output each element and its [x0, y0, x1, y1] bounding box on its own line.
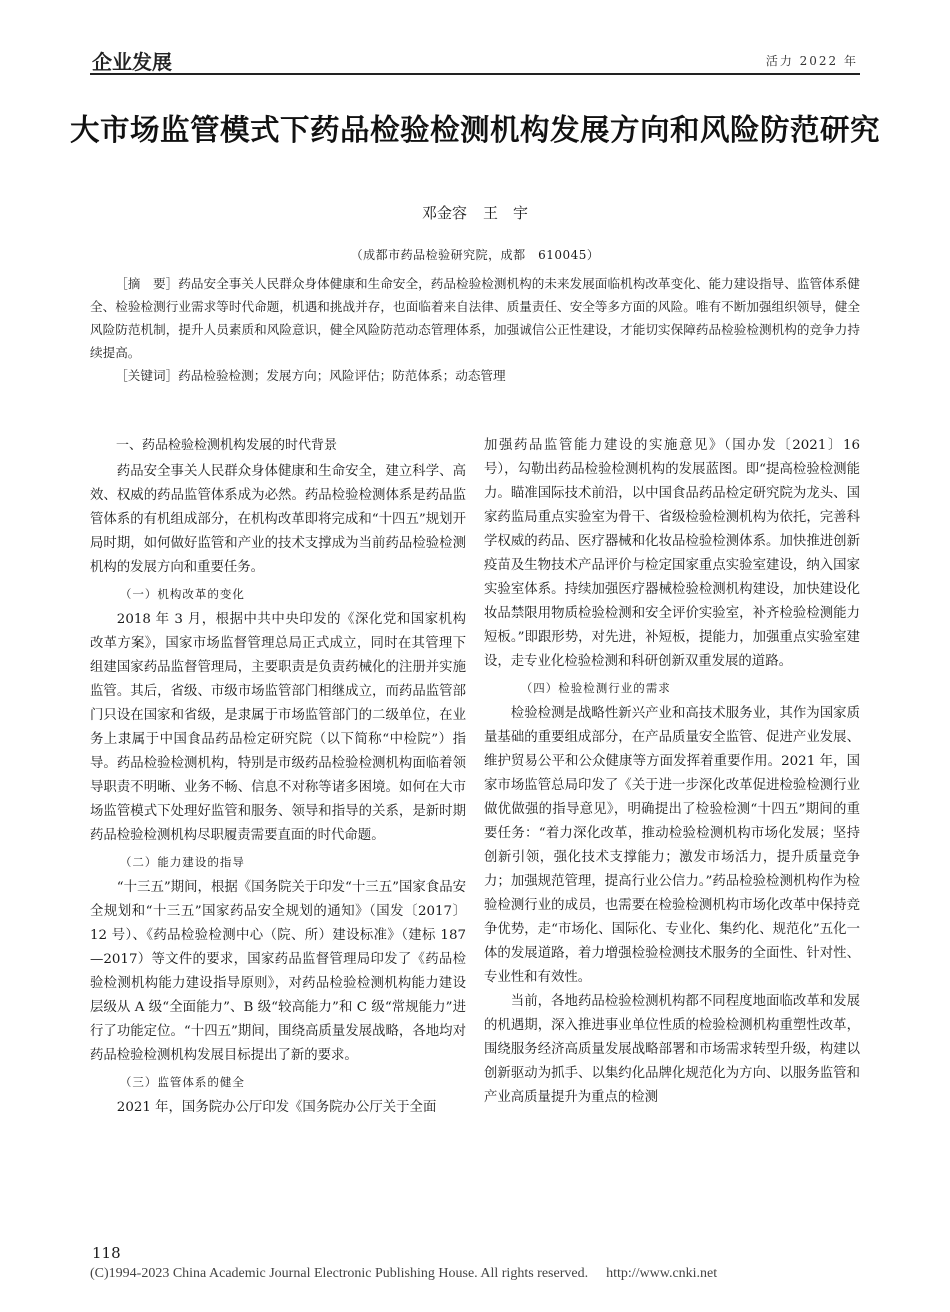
paragraph: 当前，各地药品检验检测机构都不同程度地面临改革和发展的机遇期，深入推进事业单位性质的检验检测机构重塑性改革，围绕服务经济高质量发展战略部署和市场需求转型升级，构建以创新驱动为抓手、以集约化品牌化规范化为方向、以服务监管和产业高质量提升为重点的检测	[484, 994, 860, 1105]
author-affiliation: （成都市药品检验研究院，成都 610045）	[350, 248, 600, 262]
subsection-heading: （二）能力建设的指导	[119, 855, 245, 869]
journal-section-label: 企业发展	[92, 50, 172, 74]
paragraph: 2018 年 3 月，根据中共中央印发的《深化党和国家机构改革方案》，国家市场监督管理总局正式成立，同时在其管理下组建国家药品监督管理局，主要职责是负责药械化的注册并实施监管。其后，省级、市级市场监管部门相继成立，而药品监管部门只设在国家和省级，是隶属于市场监管部门的二级单位，在业务上隶属于中国食品药品检定研究院（以下简称“中检院”）指导。药品检验检测机构，特别是市级药品检验检测机构面临着领导职责不明晰、业务不畅、信息不对称等诸多困境。如何在大市场监管模式下处理好监管和服务、领导和指导的关系，是新时期药品检验检测机构尽职履责需要直面的时代命题。	[90, 612, 466, 843]
author-name: 王 宇	[483, 204, 529, 222]
section-heading: 一、药品检验检测机构发展的时代背景	[116, 438, 338, 453]
header-rule	[90, 73, 860, 75]
copyright-footer	[90, 1266, 717, 1282]
subsection-heading: （一）机构改革的变化	[119, 587, 245, 601]
paragraph: 药品安全事关人民群众身体健康和生命安全，建立科学、高效、权威的药品监管体系成为必然。药品检验检测体系是药品监管体系的有机组成部分，在机构改革即将完成和“十四五”规划开局时期，如何做好监管和产业的技术支撑成为当前药品检验检测机构的发展方向和重要任务。	[90, 464, 466, 575]
paragraph: 检验检测是战略性新兴产业和高技术服务业，其作为国家质量基础的重要组成部分，在产品质量安全监管、促进产业发展、维护贸易公平和公众健康等方面发挥着重要作用。2021 年，国家市场监管总局印发了《关于进一步深化改革促进检验检测行业做优做强的指导意见》，明确提出了检验检测“十四五”期间的重要任务：“着力深化改革，推动检验检测机构市场化发展；坚持创新引领，强化技术支撑能力；激发市场活力，提升质量竞争力；加强规范管理，提高行业公信力。”药品检验检测机构作为检验检测行业的成员，也需要在检验检测机构市场化改革中保持竞争优势，走“市场化、国际化、专业化、集约化、规范化”五化一体的发展道路，着力增强检验检测技术服务的全面性、针对性、专业性和有效性。	[484, 706, 860, 985]
paragraph: 2021 年，国务院办公厅印发《国务院办公厅关于全面	[116, 1100, 437, 1115]
left-column	[90, 432, 466, 1120]
cnki-link[interactable]: http://www.cnki.net	[606, 1266, 718, 1281]
abstract-block	[90, 272, 860, 387]
abstract-text: ［摘 要］药品安全事关人民群众身体健康和生命安全，药品检验检测机构的未来发展面临机构改革变化、能力建设指导、监管体系健全、检验检测行业需求等时代命题，机遇和挑战并存，也面临着来自法律、质量责任、安全等多方面的风险。唯有不断加强组织领导，健全风险防范机制，提升人员素质和风险意识，健全风险防范动态管理体系，加强诚信公正性建设，才能切实保障药品检验检测机构的竞争力持续提高。	[90, 276, 860, 360]
copyright-text: (C)1994-2023 China Academic Journal Electronic Publishing House. All rights reserved.	[90, 1266, 589, 1281]
paragraph: 加强药品监管能力建设的实施意见》（国办发〔2021〕16 号），勾勒出药品检验检测机构的发展蓝图。即“提高检验检测能力。瞄准国际技术前沿，以中国食品药品检定研究院为龙头、国家药监局重点实验室为骨干、省级检验检测机构为依托，完善科学权威的药品、医疗器械和化妆品检验检测体系。加快推进创新疫苗及生物技术产品评价与检定国家重点实验室建设，纳入国家实验室体系。持续加强医疗器械检验检测机构建设，加快建设化妆品禁限用物质检验检测和安全评价实验室，补齐检验检测能力短板。”即跟形势，对先进，补短板，提能力，加强重点实验室建设，走专业化检验检测和科研创新双重发展的道路。	[484, 438, 860, 669]
subsection-heading: （三）监管体系的健全	[119, 1075, 245, 1089]
keywords-text: ［关键词］药品检验检测；发展方向；风险评估；防范体系；动态管理	[115, 368, 506, 383]
article-title: 大市场监管模式下药品检验检测机构发展方向和风险防范研究	[69, 112, 880, 147]
paragraph: “十三五”期间，根据《国务院关于印发“十三五”国家食品安全规划和“十三五”国家药品安全规划的通知》（国发〔2017〕12 号）、《药品检验检测中心（院、所）建设标准》（建标 187—2017）等文件的要求，国家药品监督管理局印发了《药品检验检测机构能力建设指导原则》，对药品检验检测机构能力建设层级从 A 级“全面能力”、B 级“较高能力”和 C 级“常规能力”进行了功能定位。“十四五”期间，围绕高质量发展战略，各地均对药品检验检测机构发展目标提出了新的要求。	[90, 880, 466, 1063]
author-list	[0, 202, 950, 223]
page-number: 118	[92, 1244, 121, 1262]
author-name: 邓金容	[421, 204, 467, 222]
right-column	[484, 434, 860, 1110]
subsection-heading: （四）检验检测行业的需求	[520, 681, 671, 695]
journal-issue-label: 活力 2022 年	[765, 54, 858, 68]
